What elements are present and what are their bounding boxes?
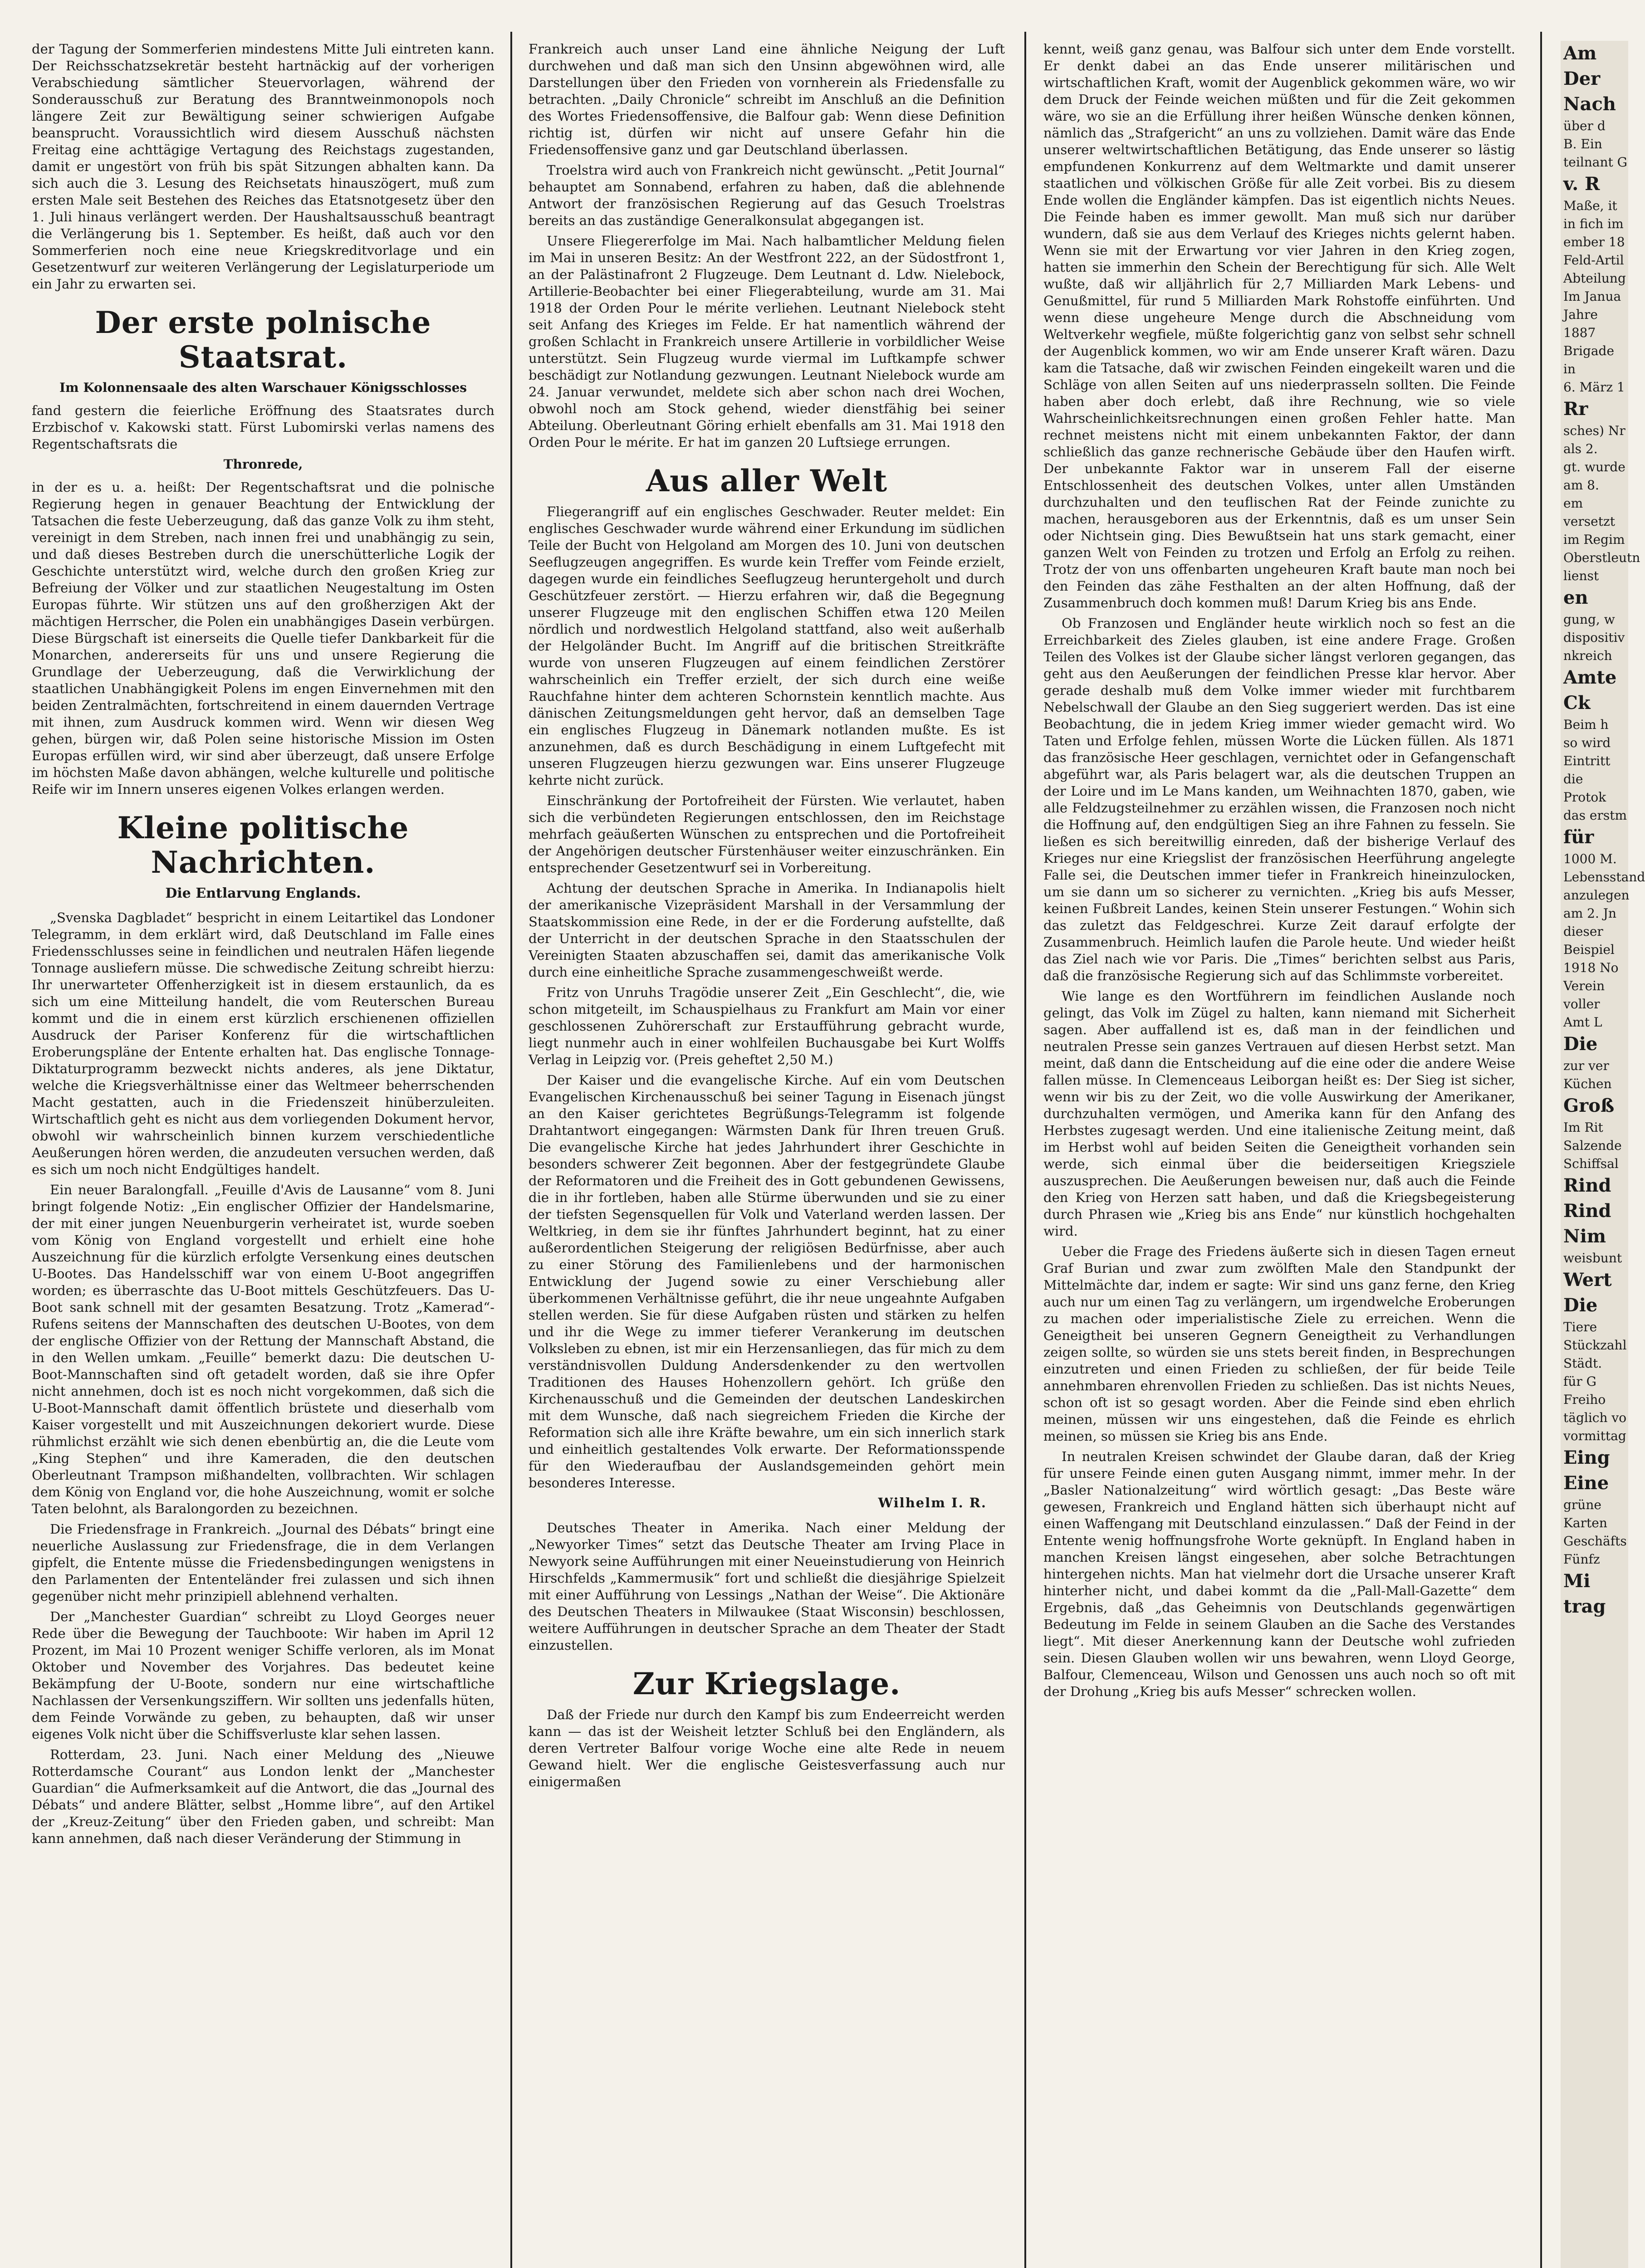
- article-heading-aus-aller-welt: Aus aller Welt: [646, 463, 888, 499]
- fragment-line: Karten: [1563, 1515, 1607, 1530]
- fragment-line: Städt.: [1563, 1356, 1602, 1371]
- article-paragraph: Ein neuer Baralongfall. „Feuille d'Avis de Lausanne“ vom 8. Juni bringt folgende Notiz: „Ein englischer Offizier der Handelsmarine, der mit einer jungen Neuenburgerin verheiratet ist, wurde soeben vom König von England vorgestellt und erhielt eine hohe Auszeichnung für die kürzlich erfolgte Versenkung eines deutschen U-Bootes. Das Handelsschiff war von einem U-Boot angegriffen worden; es überraschte das U-Boot mittels Geschützfeuers. Das U-Boot sank schnell mit der gesamten Besatzung. Trotz „Kamerad“-Rufens seitens der Mannschaften des deutschen U-Bootes, von dem der englische Offizier von der Rettung der Mannschaft Abstand, die in den Wellen umkam. „Feuille“ bemerkt dazu: Die deutschen U-Boot-Mannschaften sind oft getadelt worden, daß sie ihre Opfer nicht annehmen, doch ist es noch nicht vorgekommen, daß sich die U-Boot-Mannschaft damit öffentlich brüstete und dieserhalb vom Kaiser vorgestellt und mit Auszeichnungen dekoriert wurde. Diese rühmlichst erzählt wie sich denen ebenbürtig an, die die Leute vom „King Stephen“ und ihre Kameraden, die den deutschen Oberleutnant Trampson mißhandelten, vollbrachten. Wir schlagen dem König von England vor, die hohe Auszeichnung, womit er solche Taten belohnt, als Baralongorden zu bezeichnen.: [32, 1182, 494, 1516]
- article-paragraph: Einschränkung der Portofreiheit der Fürsten. Wie verlautet, haben sich die verbündeten Regierungen entschlossen, den im Reichstage mehrfach geäußerten Wünschen zu entsprechen und die Portofreiheit der Angehörigen deutscher Fürstenhäuser weiter einzuschränken. Ein entsprechender Gesetzentwurf sei in Vorbereitung.: [529, 793, 1005, 875]
- column-1: [32, 41, 494, 2268]
- article-paragraph: Der Kaiser und die evangelische Kirche. Auf ein vom Deutschen Evangelischen Kirchenausschuß bei seiner Tagung in Eisenach jüngst an den Kaiser gerichtetes Begrüßungs-Telegramm ist folgende Drahtantwort eingegangen: Wärmsten Dank für Ihren treuen Gruß. Die evangelische Kirche hat jedes Jahrhundert ihrer Geschichte in besonders schwerer Zeit begonnen. Aber der festgegründete Glaube der Reformatoren und die Freiheit des in Gott gebundenen Gewissens, die in ihr fortleben, haben alle Stürme überwunden und sie zu einer der tiefsten Segensquellen für Volk und Vaterland werden lassen. Der Weltkrieg, in dem sie ihr fünftes Jahrhundert beginnt, hat zu einer außerordentlichen Steigerung der religiösen Bedürfnisse, aber auch zu einer Störung des Familienlebens und der harmonischen Entwicklung der Jugend sowie zu einer Verschiebung aller überkommenen Verhältnisse geführt, die ihr neue ungeahnte Aufgaben stellen werden. Sie für diese Aufgaben rüsten und stärken zu helfen und ihr die Wege zu immer tieferer Verankerung im deutschen Volksleben zu ebnen, ist mir ein Herzensanliegen, das für mich zu dem verständnisvollen Duldung Andersdenkender zu den wertvollen Traditionen des Hauses Hohenzollern gehört. Ich grüße den Kirchenausschuß und die Gemeinden der deutschen Landeskirchen mit dem Wunsche, daß nach siegreichem Frieden die Kirche der Reformation sich alle ihre Kräfte bewahre, um ein sich innerlich stark und einheitlich gestaltendes Volk erwarte. Der Reformationsspende für den Wiederaufbau der Auslandsgemeinden gehört mein besonderes Interesse.: [529, 1072, 1005, 1491]
- fragment-line: Schiffsal: [1563, 1156, 1619, 1171]
- fragment-line: Im Rit: [1563, 1120, 1603, 1135]
- fragment-line: über d: [1563, 118, 1606, 133]
- signature: Wilhelm I. R.: [878, 1495, 987, 1510]
- fragment-line: Im Janua: [1563, 289, 1621, 304]
- fragment-line: dispositiv: [1563, 630, 1625, 645]
- article-paragraph: Achtung der deutschen Sprache in Amerika. In Indianapolis hielt der amerikanische Vizepräsident Marshall in der Versammlung der Staatskommission eine Rede, in der er die Forderung aufstellte, daß der Unterricht in der deutschen Sprache in den Staatsschulen der Vereinigten Staaten abzuschaffen sei, damit das amerikanische Volk durch eine einheitliche Sprache zusammengeschweißt werde.: [529, 880, 1005, 980]
- article-paragraph: Rotterdam, 23. Juni. Nach einer Meldung des „Nieuwe Rotterdamsche Courant“ aus London lenkt der „Manchester Guardian“ die Aufmerksamkeit auf die Antwort, die das „Journal des Débats“ und andere Blätter, selbst „Homme libre“, auf den Artikel der „Kreuz-Zeitung“ über den Frieden gaben, und schreibt: Man kann annehmen, daß nach dieser Veränderung der Stimmung in: [32, 1747, 494, 1846]
- fragment-line: Feld-Artil: [1563, 253, 1624, 268]
- column-rule-3: [1540, 32, 1542, 2268]
- fragment-line: Brigade in: [1563, 343, 1615, 376]
- article-paragraph: Troelstra wird auch von Frankreich nicht gewünscht. „Petit Journal“ behauptet am Sonnabend, erfahren zu haben, daß die ablehnende Antwort der französischen Regierung auf das Gesuch Troelstras bereits an das zuständige Generalkonsulat abgegangen ist.: [529, 162, 1005, 228]
- article-paragraph: Ueber die Frage des Friedens äußerte sich in diesen Tagen erneut Graf Burian und zwar zum zwölften Male den Standpunkt der Mittelmächte dar, indem er sagte: Wir sind uns ganz ferne, den Krieg auch nur um einen Tag zu verlängern, um irgendwelche Eroberungen zu machen oder imperialistische Ziele zu erreichen. Wenn die Geneigtheit bei unseren Gegnern Geneigtheit zu Verhandlungen zeigen sollte, so würden sie uns stets bereit finden, in Besprechungen einzutreten und einen Frieden zu schließen, der für beide Teile annehmbaren ehrenvollen Frieden zu schließen. Das ist nichts Neues, schon oft ist so gesagt worden. Aber die Feinde sind eben ehrlich meinen, müssen wir uns eingestehen, daß die Feinde es ehrlich meinen, so müssen sie Krieg bis ans Ende.: [1043, 1244, 1515, 1444]
- article-paragraph: fand gestern die feierliche Eröffnung des Staatsrates durch Erzbischof v. Kakowski statt. Fürst Lubomirski verlas namens des Regentschaftsrats die: [32, 403, 494, 452]
- fragment-line: anzulegen: [1563, 888, 1630, 903]
- article-paragraph: Unsere Fliegererfolge im Mai. Nach halbamtlicher Meldung fielen im Mai in unseren Besitz: An der Westfront 222, an der Südostfront 1, an der Palästinafront 2 Flugzeuge. Dem Leutnant d. Ldw. Nielebock, Artillerie-Beobachter bei einer Fliegerabteilung, wurde am 31. Mai 1918 der Orden Pour le mérite verliehen. Leutnant Nielebock steht seit Anfang des Krieges im Felde. Er hat namentlich während der großen Schlacht in Frankreich unsere Artillerie in vorbildlicher Weise unterstützt. Sein Flugzeug wurde viermal im Luftkampfe schwer beschädigt zur Notlandung gezwungen. Leutnant Nielebock wurde am 24. Januar verwundet, meldete sich aber schon nach drei Wochen, obwohl noch am Stock gehend, wieder dienstfähig bei seiner Abteilung. Oberleutnant Göring erhielt ebenfalls am 31. Mai 1918 den Orden Pour le mérite. Er hat im ganzen 20 Luftsiege errungen.: [529, 233, 1005, 450]
- fragment-line: Fünfz: [1563, 1552, 1600, 1567]
- fragment-line: ember 18: [1563, 235, 1625, 249]
- fragment-line: in fich im: [1563, 216, 1624, 231]
- fragment-line: Ck: [1563, 692, 1591, 714]
- article-paragraph: Frankreich auch unser Land eine ähnliche Neigung der Luft durchwehen und daß man sich den Unsinn abgewöhnen wird, alle Darstellungen über den Frieden von vornherein als Friedensfalle zu betrachten. „Daily Chronicle“ schreibt im Anschluß an die Definition des Wortes Friedensoffensive, die Balfour gab: Wenn diese Definition richtig ist, dürfen wir nicht auf unsere Gefahr hin die Friedensoffensive ganz und gar Deutschland überlassen.: [529, 41, 1005, 157]
- article-paragraph: Ob Franzosen und Engländer heute wirklich noch so fest an die Erreichbarkeit des Zieles glauben, ist eine andere Frage. Großen Teilen des Volkes ist der Glaube sicher längst verloren gegangen, das geht aus den Aeußerungen der feindlichen Presse klar hervor. Aber gerade deshalb muß dem Volke immer wieder mit furchtbarem Nebelschwall der Glaube an den Sieg suggeriert werden. Das ist eine Beobachtung, die in jedem Krieg immer wieder gemacht wird. Wo Taten und Erfolge fehlen, müssen Worte die Lücken füllen. Als 1871 das französische Heer geschlagen, vernichtet oder in Gefangenschaft abgeführt war, als Paris belagert war, als die deutschen Truppen an der Loire und im Le Mans kanden, um Weihnachten 1870, gaben, wie alle Feldzugsteilnehmer zu erzählen wissen, die Franzosen noch nicht die Hoffnung auf, den endgültigen Sieg an ihre Fahnen zu fesseln. Sie ließen es sich bereitwillig einreden, daß der bisherige Verlauf des Krieges nur eine Kriegslist der französischen Heerführung angelegte Falle sei, die Deutschen immer tiefer in Frankreich hineinzulocken, um sie dann um so sicherer zu vernichten. „Krieg bis aufs Messer, keinen Fußbreit Landes, keinen Stein unserer Festungen.“ Wohin sich das zuletzt das Feldgeschrei. Kurze Zeit darauf erfolgte der Zusammenbruch. Heimlich laufen die Parole heute. Und wieder heißt das Ziel nach wie vor Paris. Die „Times“ berichten selbst aus Paris, daß die französische Regierung sich auf das Schlimmste vorbereitet.: [1043, 616, 1515, 983]
- fragment-line: für: [1563, 826, 1594, 848]
- fragment-line: Wert: [1563, 1269, 1612, 1290]
- article-paragraph: Deutsches Theater in Amerika. Nach einer Meldung der „Newyorker Times“ setzt das Deutsche Theater am Irving Place in Newyork seine Aufführungen mit einer Neueinstudierung von Heinrich Hirschfelds „Kammermusik“ fort und schließt die diesjährige Spielzeit mit einer Aufführung von Lessings „Nathan der Weise“. Die Aktionäre des Deutschen Theaters in Milwaukee (Staat Wisconsin) beschlossen, weitere Aufführungen in deutscher Sprache an dem Theater der Stadt einzustellen.: [529, 1520, 1005, 1653]
- fragment-line: nkreich: [1563, 648, 1612, 663]
- column-2: [529, 41, 1005, 2268]
- fragment-line: am 2. Jn: [1563, 906, 1617, 921]
- article-paragraph: in der es u. a. heißt: Der Regentschaftsrat und die polnische Regierung hegen in genauer Beachtung der Entwicklung der Tatsachen die feste Ueberzeugung, daß das ganze Volk zu ihm steht, vereinigt in dem Streben, nach innen frei und unabhängig zu sein, und daß dieses Bestreben durch die unerschütterliche Logik der Geschichte unterstützt wird, welche durch den großen Krieg zur Befreiung der Völker und zur staatlichen Neugestaltung im Osten Europas führte. Wir stützen uns auf den großherzigen Akt der mächtigen Herrscher, die Polen ein unabhängiges Dasein verbürgen. Diese Bürgschaft ist einerseits die Quelle tiefer Dankbarkeit für die Monarchen, andererseits für uns und unsere Regierung die Grundlage der Ueberzeugung, daß die Verwirklichung der staatlichen Unabhängigkeit Polens im engen Einvernehmen mit den beiden Zentralmächten, fortschreitend in einem dauernden Vertrage mit ihnen, zum Ausdruck kommen wird. Wenn wir diesen Weg gehen, bürgen wir, daß Polen seine historische Mission im Osten Europas erfüllen wird, wir sind aber überzeugt, daß unsere Erfolge im höchsten Maße davon abhängen, welche kulturelle und politische Reife wir im Innern unseres eigenen Volkes erlangen werden.: [32, 479, 494, 797]
- fragment-line: 1000 M.: [1563, 851, 1617, 866]
- fragment-line: als 2.: [1563, 441, 1598, 456]
- fragment-line: Die: [1563, 1295, 1598, 1316]
- article-heading-kriegslage: Zur Kriegslage.: [632, 1666, 901, 1701]
- fragment-line: Abteilung: [1563, 271, 1626, 286]
- fragment-line: Beispiel: [1563, 942, 1615, 957]
- fragment-line: en: [1563, 587, 1588, 608]
- fragment-line: dieser: [1563, 924, 1603, 939]
- fragment-line: 1918 No: [1563, 960, 1619, 975]
- fragment-line: Mi: [1563, 1570, 1591, 1592]
- fragment-line: teilnant G: [1563, 155, 1628, 170]
- fragment-line: vormittag: [1563, 1428, 1626, 1443]
- article-heading-staatsrat: Der erste polnische Staatsrat.: [95, 305, 431, 375]
- article-paragraph: „Svenska Dagbladet“ bespricht in einem Leitartikel das Londoner Telegramm, in dem erklärt wird, daß Deutschland im Falle eines Friedensschlusses seine in feindlichen und neutralen Häfen liegende Tonnage ausliefern müsse. Die schwedische Zeitung schreibt hierzu: Ihr unerwarteter Offenherzigkeit ist in diesem erstaunlich, da es sich um eine Mitteilung handelt, die vom Reuterschen Bureau kommt und die in einem erst kürzlich erschienenen offiziellen Ausdruck der Pariser Konferenz für die wirtschaftlichen Eroberungspläne der Entente erhalten hat. Das englische Tonnage-Diktaturprogramm bezweckt nichts anderes, als jene Diktatur, welche die Kriegsverhältnisse einer das Weltmeer beherrschenden Macht gestatten, auch in die Friedenszeit hinüberzuleiten. Wirtschaftlich geht es nicht aus dem vorliegenden Dokument hervor, obwohl wir wahrscheinlich binnen kurzem verschiedentliche Aeußerungen hören werden, die anzudeuten versuchen werden, daß es sich um noch nicht Endgültiges handelt.: [32, 910, 494, 1177]
- fragment-line: Beim h: [1563, 717, 1609, 732]
- article-paragraph: der Tagung der Sommerferien mindestens Mitte Juli eintreten kann. Der Reichsschatzsekretär besteht hartnäckig auf der vorherigen Verabschiedung sämtlicher Steuervorlagen, während der Sonderausschuß zur Beratung des Branntweinmonopols noch längere Zeit zur Bewältigung seiner schwierigen Aufgabe beansprucht. Voraussichtlich wird diesem Ausschuß nächsten Freitag eine achttägige Vertagung des Reichstags zugestanden, damit er ungestört von früh bis spät Sitzungen abhalten kann. Da sich auch die 3. Lesung des Reichsetats hinauszögert, muß zum ersten Male seit Bestehen des Reiches das Etatsnotgesetz über den 1. Juli hinaus verlängert werden. Der Haushaltsausschuß beantragt die Verlängerung bis 1. September. Es heißt, daß auch vor den Sommerferien noch eine neue Kriegskreditvorlage und ein Gesetzentwurf zur weiteren Verlängerung der Legislaturperiode um ein Jahr zu erwarten sei.: [32, 41, 494, 292]
- fragment-line: am 8.: [1563, 478, 1599, 493]
- fragment-line: weisbunt: [1563, 1251, 1622, 1266]
- article-subheading: Thronrede,: [223, 457, 303, 472]
- fragment-line: zur ver: [1563, 1058, 1609, 1073]
- article-subheading: Im Kolonnensaale des alten Warschauer Königsschlosses: [59, 380, 467, 395]
- fragment-line: Die: [1563, 1033, 1598, 1055]
- fragment-line: Salzende: [1563, 1138, 1622, 1153]
- fragment-line: Protok: [1563, 790, 1606, 805]
- article-paragraph: Daß der Friede nur durch den Kampf bis zum Endeerreicht werden kann — das ist der Weisheit letzter Schluß bei den Engländern, als deren Vertreter Balfour vorige Woche eine alte Rede in neuem Gewand hielt. Wer die englische Geistesverfassung auch nur einigermaßen: [529, 1707, 1005, 1789]
- fragment-line: Maße, it: [1563, 198, 1617, 213]
- fragment-line: Eing: [1563, 1447, 1610, 1468]
- fragment-line: Eine: [1563, 1472, 1609, 1494]
- article-paragraph: In neutralen Kreisen schwindet der Glaube daran, daß der Krieg für unsere Feinde einen guten Ausgang nimmt, immer mehr. In der „Basler Nationalzeitung“ wird wörtlich gesagt: „Das Beste wäre gewesen, Frankreich und England hätten sich überhaupt nicht auf einen Waffengang mit Deutschland einzulassen.“ Daß der Feind in der Entente wenig hoffnungsfrohe Worte geknüpft. In England haben in manchen Kreisen längst eingesehen, aber solche Betrachtungen hintergehen nichts. Man hat vielmehr dort die Ursache unserer Kraft hinterher nicht, und dabei kommt da die „Pall-Mall-Gazette“ dem Ergebnis, daß „das Geheimnis von Deutschlands gegenwärtigen Bedeutung im Felde in seinem Glauben an die Sache des Verstandes liegt“. Mit dieser Anerkennung kann der Deutsche wohl zufrieden sein. Diesen Glauben wollen wir uns bewahren, wenn Lloyd George, Balfour, Clemenceau, Wilson und Genossen uns auch noch so oft mit der Drohung „Krieg bis aufs Messer“ schrecken wollen.: [1043, 1449, 1515, 1699]
- column-3: [1043, 41, 1515, 2268]
- fragment-line: Freiho: [1563, 1392, 1606, 1407]
- article-paragraph: Die Friedensfrage in Frankreich. „Journal des Débats“ bringt eine neuerliche Auslassung zur Friedensfrage, die in dem Verlangen gipfelt, die Entente müsse die Friedensbedingungen wenigstens in den Parlamenten der Ententeländer frei zulassen und sich ihnen gegenüber nicht mehr prinzipiell ablehnend verhalten.: [32, 1521, 494, 1604]
- article-subheading: Die Entlarvung Englands.: [165, 885, 361, 901]
- fragment-line: Eintritt die: [1563, 753, 1611, 787]
- fragment-line: sches) Nr: [1563, 423, 1625, 438]
- fragment-line: Nach: [1563, 93, 1616, 115]
- column-4-fragment: [1561, 41, 1645, 2268]
- article-paragraph: Fritz von Unruhs Tragödie unserer Zeit „Ein Geschlecht“, die, wie schon mitgeteilt, im Schauspielhaus zu Frankfurt am Main vor einer geschlossenen Zuhörerschaft zur Erstaufführung gebracht wurde, liegt nunmehr auch in einer wohlfeilen Buchausgabe bei Kurt Wolffs Verlag in Leipzig vor. (Preis geheftet 2,50 M.): [529, 985, 1005, 1067]
- fragment-line: trag: [1563, 1596, 1606, 1617]
- fragment-line: im Regim: [1563, 532, 1625, 547]
- fragment-line: B. Ein: [1563, 137, 1602, 152]
- article-paragraph: Wie lange es den Wortführern im feindlichen Auslande noch gelingt, das Volk im Zügel zu halten, kann niemand mit Sicherheit sagen. Aber auffallend ist es, daß man in der feindlichen und neutralen Presse sein ganzes Vertrauen auf diesen Herbst setzt. Man meint, daß dann die Entscheidung auf die eine oder die andere Weise fallen müsse. In Clemenceaus Leiborgan heißt es: Der Sieg ist sicher, wenn wir bis zu der Zeit, wo die volle Auswirkung der Amerikaner, durchzuhalten vermögen, und Amerika kann für den Anfang des Herbstes zugesagt werden. Und eine italienische Zeitung meint, daß im Herbst wohl auf beiden Seiten die Geneigtheit vorhanden sein werde, sich einmal über die beiderseitigen Kriegsziele auszusprechen. Die Aeußerungen beweisen nur, daß auch die Feinde den Krieg von Herzen satt haben, und daß die Kriegsbegeisterung durch Phrasen wie „Krieg bis ans Ende“ nur künstlich hochgehalten wird.: [1043, 988, 1515, 1239]
- fragment-line: Oberstleutn: [1563, 550, 1640, 565]
- fragment-line: das erstm: [1563, 808, 1627, 823]
- article-paragraph: kennt, weiß ganz genau, was Balfour sich unter dem Ende vorstellt. Er denkt dabei an das Ende unserer militärischen und wirtschaftlichen Kraft, womit der Augenblick gekommen wäre, wo wir dem Druck der Feinde weichen müßten und für die Zeit gekommen wäre, wo sie an die Erfüllung ihrer heißen Wünsche denken können, nämlich das „Strafgericht“ an uns zu vollziehen. Damit wäre das Ende unserer weltwirtschaftlichen Betätigung, das Ende unserer so lästig empfundenen Konkurrenz auf dem Weltmarkte und damit unserer staatlichen und völkischen Größe für alle Zeit vorbei. Bis zu diesem Ende wollen die Engländer kämpfen. Das ist eigentlich nichts Neues. Die Feinde haben es immer gewollt. Man muß sich nur darüber wundern, daß sie aus dem Verlauf des Krieges nichts gelernt haben. Wenn sie mit der Erwartung vor vier Jahren in den Krieg zogen, hatten sie immerhin den Schein der Berechtigung für sich. Alle Welt wußte, daß wir alljährlich für 2,7 Milliarden Mark Lebens- und Genußmittel, für rund 5 Milliarden Mark Rohstoffe einführten. Und wenn diese ungeheure Menge durch die Abschneidung vom Weltverkehr wegfiele, müßte folgerichtig ganz von selbst sehr schnell der Augenblick kommen, wo wir am Ende unserer Kraft wären. Dazu kam die Tatsache, daß wir zwischen Feinden eingekeilt waren und die Schläge von allen Seiten auf uns niederprasseln sollten. Die Feinde haben aber doch erlebt, daß ihre Rechnung, wie so viele Wahrscheinlichkeitsrechnungen einen großen Fehler hatte. Man rechnet meistens nicht mit einem unbekannten Faktor, der dann schließlich das ganze rechnerische Gebäude über den Haufen wirft. Der unbekannte Faktor war in unserem Fall der eiserne Entschlossenheit des deutschen Volkes, unter allen Umständen durchzuhalten und den teuflischen Rat der Feinde zunichte zu machen, herausgeboren aus der Erkenntnis, daß es um unser Sein oder Nichtsein ging. Dies Bewußtsein hat uns stark gemacht, einer ganzen Welt von Feinden zu trotzen und Erfolg an Erfolg zu reihen. Trotz der von uns offenbarten ungeheuren Kraft baute man noch bei den Feinden das zähe Festhalten an der alten Hoffnung, daß der Zusammenbruch doch kommen muß! Darum Krieg bis ans Ende.: [1043, 41, 1515, 611]
- fragment-line: Amte: [1563, 667, 1617, 688]
- article-paragraph: Der „Manchester Guardian“ schreibt zu Lloyd Georges neuer Rede über die Bewegung der Tauchboote: Wir haben im April 12 Prozent, im Mai 10 Prozent weniger Schiffe verloren, als im Monat Oktober und November des Vorjahres. Das bedeutet keine Bekämpfung der U-Boote, sondern nur eine wirtschaftliche Nachlassen der Versenkungsziffern. Wir sollten uns jedenfalls hüten, dem Feinde Vorwände zu geben, zu behaupten, daß wir unser eigenes Volk nicht über die Schiffsverluste klar sehen lassen.: [32, 1609, 494, 1742]
- fragment-line: Am: [1563, 43, 1597, 64]
- fragment-line: so wird: [1563, 735, 1611, 750]
- article-paragraph: Fliegerangriff auf ein englisches Geschwader. Reuter meldet: Ein englisches Geschwader wurde während einer Erkundung im südlichen Teile der Bucht von Helgoland am Morgen des 10. Juni von deutschen Seeflugzeugen angegriffen. Es wurde kein Treffer vom Feinde erzielt, dagegen wurde ein feindliches Seeflugzeug heruntergeholt und durch Geschützfeuer zerstört. — Hierzu erfahren wir, daß die Begegnung unserer Flugzeuge mit den englischen Schiffen etwa 120 Meilen nördlich und nordwestlich Helgoland stattfand, also weit außerhalb der Helgoländer Bucht. Im Angriff auf die britischen Streitkräfte wurde von unseren Flugzeugen auf einem feindlichen Zerstörer wahrscheinlich ein Treffer erzielt, der sich durch eine weiße Rauchfahne hinter dem achteren Schornstein kenntlich machte. Aus dänischen Zeitungsmeldungen geht hervor, daß an demselben Tage ein englisches Flugzeug in Dänemark notlanden mußte. Es ist anzunehmen, daß es durch Beschädigung in einem Luftgefecht mit unseren Flugzeugen hierzu gezwungen war. Eins unserer Flugzeuge kehrte nicht zurück.: [529, 504, 1005, 788]
- column-rule-1: [510, 32, 512, 2268]
- fragment-line: Stückzahl: [1563, 1338, 1627, 1353]
- fragment-line: Rind: [1563, 1175, 1611, 1196]
- fragment-line: gung, w: [1563, 612, 1615, 627]
- fragment-line: Rind: [1563, 1200, 1611, 1222]
- fragment-line: gt. wurde: [1563, 459, 1625, 474]
- fragment-line: em versetzt: [1563, 496, 1615, 529]
- fragment-line: lienst: [1563, 568, 1599, 583]
- fragment-line: grüne: [1563, 1497, 1601, 1512]
- fragment-line: Nim: [1563, 1226, 1606, 1247]
- fragment-line: v. R: [1563, 173, 1600, 195]
- fragment-line: Verein: [1563, 978, 1605, 993]
- fragment-line: für G: [1563, 1374, 1597, 1389]
- fragment-line: voller: [1563, 997, 1600, 1012]
- column-rule-2: [1024, 32, 1026, 2268]
- fragment-line: Der: [1563, 68, 1601, 89]
- fragment-line: Rr: [1563, 398, 1588, 420]
- fragment-line: Geschäfts: [1563, 1534, 1627, 1549]
- fragment-line: täglich vo: [1563, 1410, 1627, 1425]
- fragment-line: Groß: [1563, 1095, 1615, 1116]
- fragment-line: 6. März 1: [1563, 380, 1625, 395]
- fragment-line: Amt L: [1563, 1015, 1602, 1030]
- article-heading-nachrichten: Kleine politische Nachrichten.: [117, 810, 409, 880]
- fragment-line: Tiere: [1563, 1320, 1597, 1334]
- fragment-line: Lebensstand: [1563, 870, 1645, 885]
- fragment-line: Küchen: [1563, 1076, 1612, 1091]
- fragment-line: Jahre 1887: [1563, 307, 1598, 340]
